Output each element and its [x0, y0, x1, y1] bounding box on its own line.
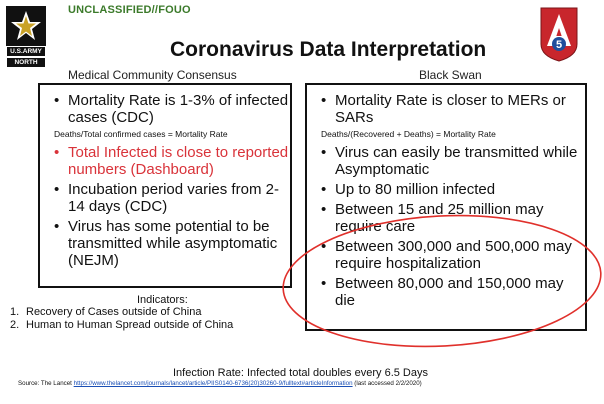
left-bullet-mortality: • Mortality Rate is 1-3% of infected cases (CDC): [48, 92, 292, 126]
patch-number: 5: [555, 39, 563, 51]
right-bullet-may-die: • Between 80,000 and 150,000 may die: [315, 275, 583, 309]
right-formula: Deaths/(Recovered + Deaths) = Mortality Rate: [321, 129, 496, 139]
left-bullet-incubation: • Incubation period varies from 2-14 days (CDC): [48, 181, 292, 215]
infection-rate-note: Infection Rate: Infected total doubles every 6.5 Days: [173, 367, 428, 379]
source-citation: [18, 380, 422, 387]
indicator-number: 2.: [10, 319, 20, 331]
indicator-text: Recovery of Cases outside of China: [26, 306, 202, 318]
right-bullet-transmission: • Virus can easily be transmitted while Asymptomatic: [315, 144, 583, 178]
north-logo-label: NORTH: [7, 58, 45, 67]
source-link[interactable]: https://www.thelancet.com/journals/lancet/article/PIIS0140-6736(20)30260-9/fulltext#articleInformation: [73, 380, 353, 387]
fifth-army-patch-icon: [537, 6, 581, 62]
left-column-heading: Medical Community Consensus: [68, 68, 237, 82]
right-bullet-require-care: • Between 15 and 25 million may require care: [315, 201, 583, 235]
indicator-item: [10, 319, 233, 332]
source-suffix: (last accessed 2/2/2020): [354, 380, 422, 387]
army-logo-label: U.S.ARMY: [7, 47, 45, 56]
left-formula: Deaths/Total confirmed cases = Mortality Rate: [54, 129, 228, 139]
indicators-heading: Indicators:: [137, 294, 188, 306]
source-prefix: Source: The Lancet: [18, 380, 72, 387]
right-bullet-mortality: • Mortality Rate is closer to MERs or SARs: [315, 92, 583, 126]
left-bullet-list: [48, 92, 292, 272]
indicator-number: 1.: [10, 306, 20, 318]
slide-title: Coronavirus Data Interpretation: [170, 38, 487, 61]
classification-banner: UNCLASSIFIED//FOUO: [68, 4, 191, 16]
right-bullet-infected: • Up to 80 million infected: [315, 181, 583, 198]
right-bullet-list: [315, 92, 583, 312]
right-bullet-hospitalization: • Between 300,000 and 500,000 may require hospitalization: [315, 238, 583, 272]
left-bullet-asymptomatic: • Virus has some potential to be transmitted while asymptomatic (NEJM): [48, 218, 292, 269]
indicator-text: Human to Human Spread outside of China: [26, 319, 234, 331]
indicators-list: [10, 306, 233, 332]
left-bullet-total-infected: • Total Infected is close to reported numbers (Dashboard): [48, 144, 292, 178]
right-column-heading: Black Swan: [419, 68, 482, 82]
indicator-item: [10, 306, 233, 319]
